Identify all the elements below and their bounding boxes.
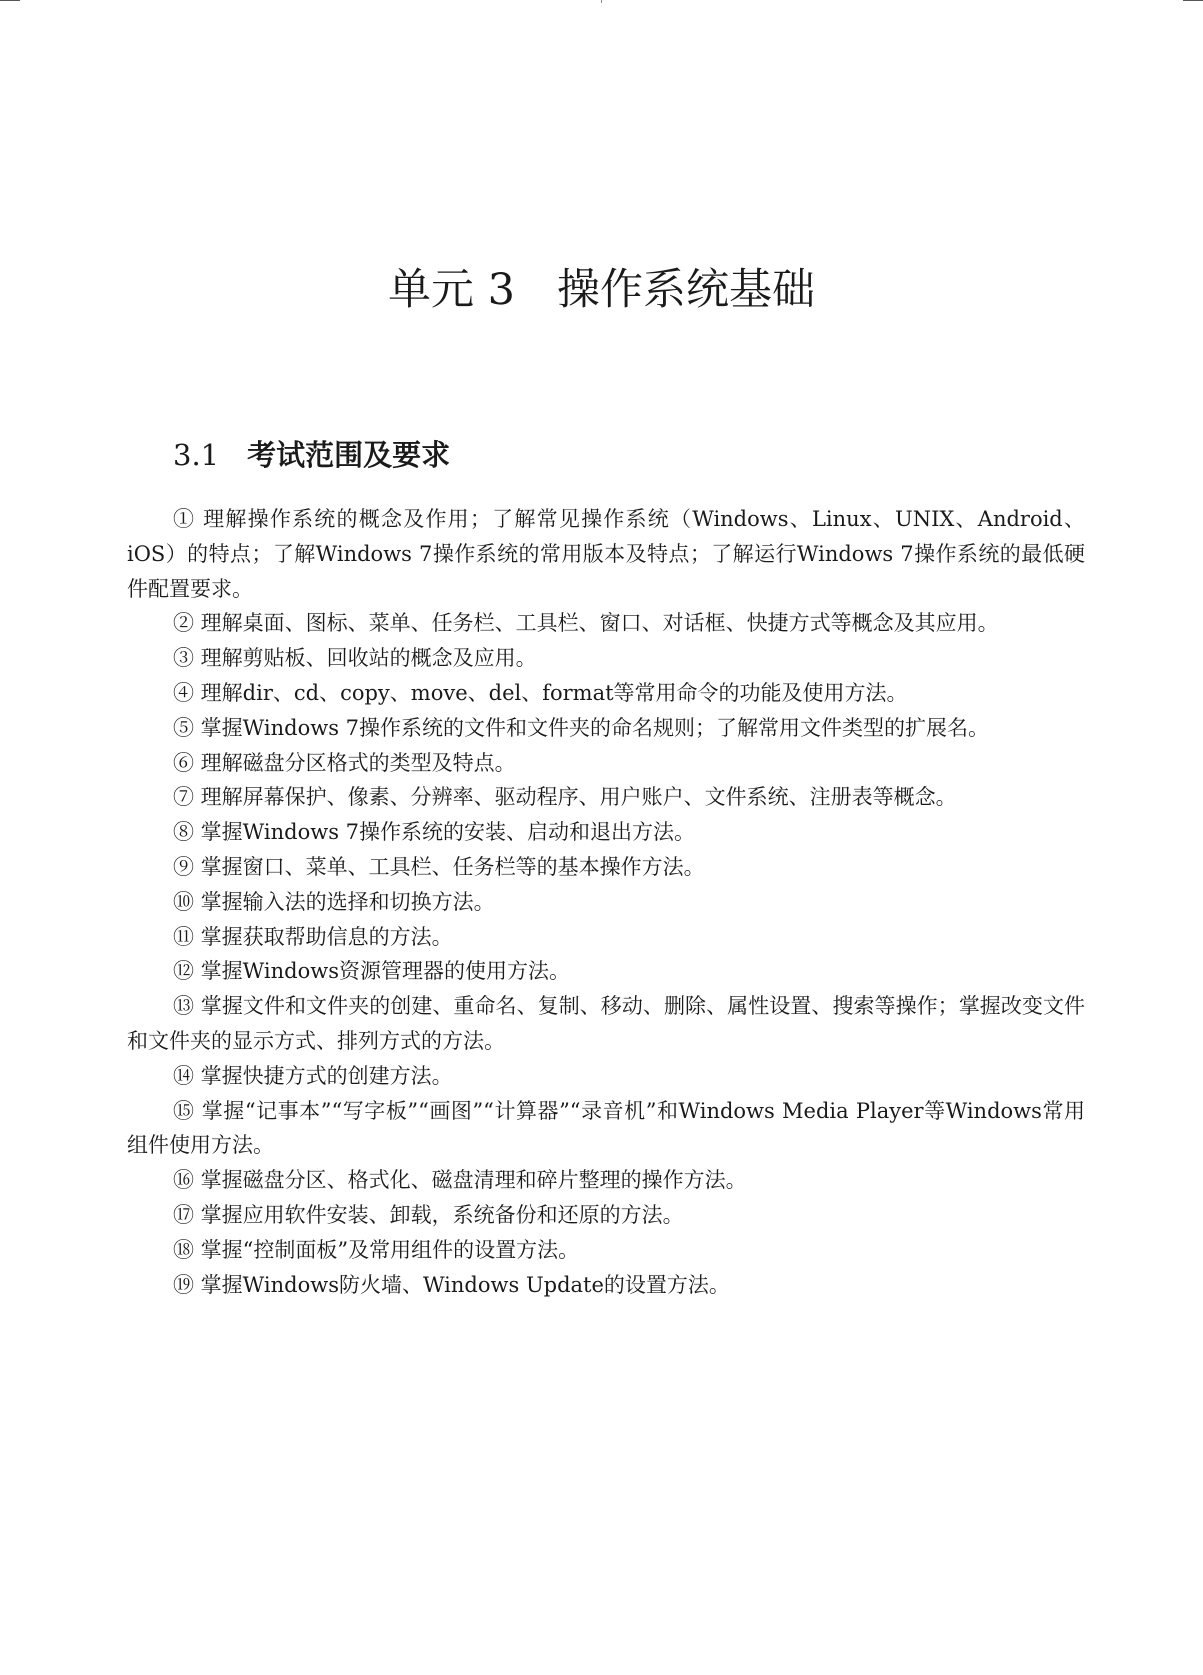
requirement-item: ⑱ 掌握“控制面板”及常用组件的设置方法。 — [173, 1237, 580, 1262]
requirements-list — [127, 502, 1085, 1302]
requirement-item: ⑬ 掌握文件和文件夹的创建、重命名、复制、移动、删除、属性设置、搜索等操作；掌握改变文件和文件夹的显示方式、排列方式的方法。 — [127, 994, 1085, 1053]
requirement-item: ⑩ 掌握输入法的选择和切换方法。 — [173, 889, 495, 914]
chapter-number: 单元 3 — [387, 265, 516, 315]
requirement-item: ⑦ 理解屏幕保护、像素、分辨率、驱动程序、用户账户、文件系统、注册表等概念。 — [173, 785, 957, 810]
requirement-item: ⑨ 掌握窗口、菜单、工具栏、任务栏等的基本操作方法。 — [173, 854, 705, 879]
section-number: 3.1 — [173, 438, 220, 472]
requirement-item: ⑯ 掌握磁盘分区、格式化、磁盘清理和碎片整理的操作方法。 — [173, 1168, 747, 1193]
requirement-item: ⑪ 掌握获取帮助信息的方法。 — [173, 924, 453, 949]
section-name: 考试范围及要求 — [247, 438, 451, 472]
chapter-title — [0, 262, 1203, 318]
crop-mark-left — [0, 0, 20, 1]
crop-mark-right — [1183, 0, 1203, 1]
requirement-item: ② 理解桌面、图标、菜单、任务栏、工具栏、窗口、对话框、快捷方式等概念及其应用。 — [173, 611, 999, 636]
requirement-item: ⑤ 掌握Windows 7操作系统的文件和文件夹的命名规则；了解常用文件类型的扩展名。 — [173, 715, 990, 740]
requirement-item: ⑥ 理解磁盘分区格式的类型及特点。 — [173, 750, 516, 775]
section-title — [173, 434, 450, 476]
chapter-name: 操作系统基础 — [557, 265, 816, 315]
requirement-item: ③ 理解剪贴板、回收站的概念及应用。 — [173, 646, 537, 671]
requirement-item: ⑫ 掌握Windows资源管理器的使用方法。 — [173, 959, 570, 984]
requirement-item: ⑲ 掌握Windows防火墙、Windows Update的设置方法。 — [173, 1272, 730, 1297]
requirement-item: ⑧ 掌握Windows 7操作系统的安装、启动和退出方法。 — [173, 820, 696, 845]
requirement-item: ⑰ 掌握应用软件安装、卸载，系统备份和还原的方法。 — [173, 1202, 684, 1227]
requirement-item: ① 理解操作系统的概念及作用；了解常见操作系统（Windows、Linux、UNIX、Android、iOS）的特点；了解Windows 7操作系统的常用版本及特点；了解运行Windows 7操作系统的最低硬件配置要求。 — [127, 507, 1085, 601]
crop-mark-top — [601, 0, 602, 3]
requirement-item: ④ 理解dir、cd、copy、move、del、format等常用命令的功能及使用方法。 — [173, 680, 908, 705]
requirement-item: ⑭ 掌握快捷方式的创建方法。 — [173, 1063, 453, 1088]
requirement-item: ⑮ 掌握“记事本”“写字板”“画图”“计算器”“录音机”和Windows Media Player等Windows常用组件使用方法。 — [127, 1098, 1085, 1158]
